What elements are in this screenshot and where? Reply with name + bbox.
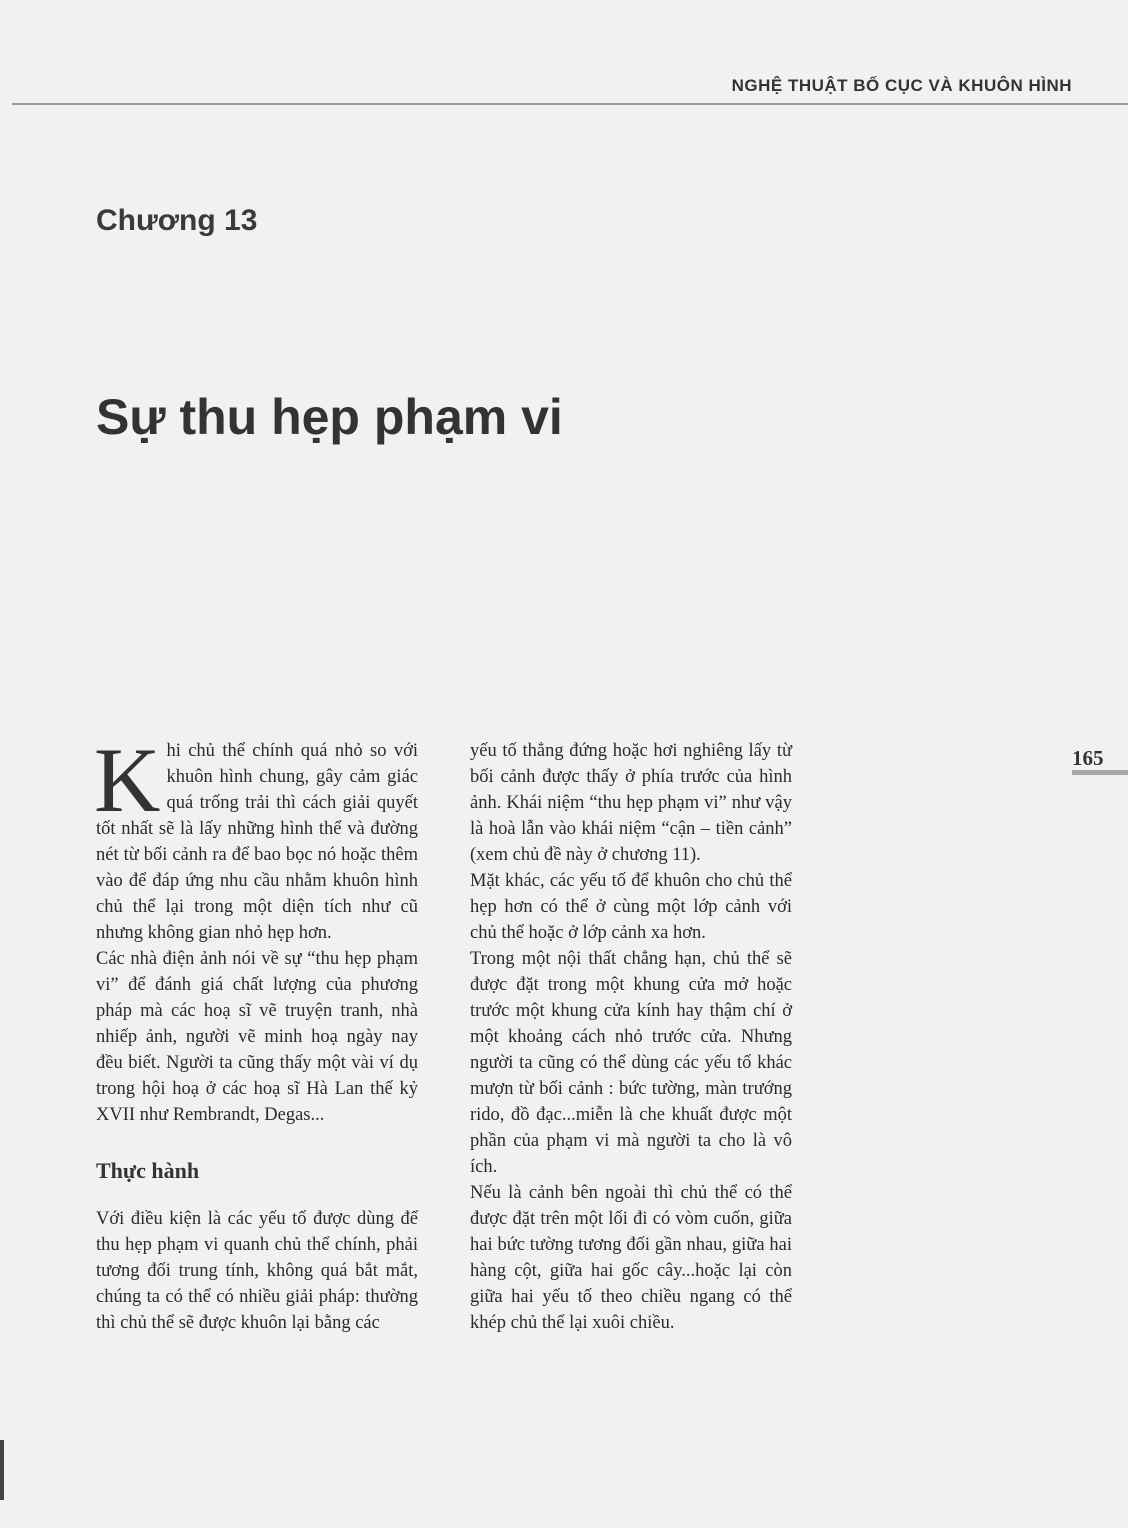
right-column — [470, 738, 792, 1336]
chapter-title: Sự thu hẹp phạm vi — [96, 389, 563, 445]
section-heading-practice: Thực hành — [96, 1158, 200, 1183]
page-number-bar — [1072, 770, 1128, 775]
paragraph-other-side: Mặt khác, các yếu tố để khuôn cho chủ thể hẹp hơn có thể ở cùng một lớp cảnh với chủ thể hoặc ở lớp cảnh xa hơn. — [470, 871, 792, 943]
header-rule — [12, 103, 1128, 105]
intro-paragraph-text: hi chủ thể chính quá nhỏ so với khuôn hình chung, gây cảm giác quá trống trải thì cách giải quyết tốt nhất sẽ là lấy những hình thể và đường nét từ bối cảnh ra để bao bọc nó hoặc thêm vào để đáp ứng nhu cầu nhằm khuôn hình chủ thể lại trong một diện tích như cũ nhưng không gian nhỏ hẹp hơn. — [96, 741, 418, 943]
paragraph-interior: Trong một nội thất chẳng hạn, chủ thể sẽ được đặt trong một khung cửa mở hoặc trước một khung cửa kính hay thậm chí ở một khoảng cách nhỏ trước cửa. Nhưng người ta cũng có thể dùng các yếu tố khác mượn từ bối cảnh : bức tường, màn trướng rido, đồ đạc...miễn là che khuất được một phần của phạm vi mà người ta cho là vô ích. — [470, 949, 792, 1177]
page-number: 165 — [1072, 746, 1104, 770]
paragraph-practice: Với điều kiện là các yếu tố được dùng để thu hẹp phạm vi quanh chủ thể chính, phải tương đối trung tính, không quá bắt mắt, chúng ta có thể có nhiều giải pháp: thường thì chủ thể sẽ được khuôn lại bằng các — [96, 1209, 418, 1333]
paragraph-exterior: Nếu là cảnh bên ngoài thì chủ thể có thể được đặt trên một lối đi có vòm cuốn, giữa hai bức tường tương đối gần nhau, giữa hai hàng cột, giữa hai gốc cây...hoặc lại còn giữa hai yếu tố theo chiều ngang có thể khép chủ thể lại xuôi chiều. — [470, 1183, 792, 1333]
page-edge-mark — [0, 1440, 4, 1500]
paragraph-vertical-elements: yếu tố thẳng đứng hoặc hơi nghiêng lấy từ bối cảnh được thấy ở phía trước của hình ảnh. Khái niệm “thu hẹp phạm vi” như vậy là hoà lẫn vào khái niệm “cận – tiền cảnh” (xem chủ đề này ở chương 11). — [470, 741, 792, 865]
left-column — [94, 729, 418, 1336]
chapter-label: Chương 13 — [96, 204, 258, 237]
intro-paragraph — [94, 729, 418, 946]
running-header: NGHỆ THUẬT BỐ CỤC VÀ KHUÔN HÌNH — [731, 76, 1072, 95]
paragraph-film-makers: Các nhà điện ảnh nói về sự “thu hẹp phạm vi” để đánh giá chất lượng của phương pháp mà các hoạ sĩ vẽ truyện tranh, nhà nhiếp ảnh, người vẽ minh hoạ ngày nay đều biết. Người ta cũng thấy một vài ví dụ trong hội hoạ ở các hoạ sĩ Hà Lan thế kỷ XVII như Rembrandt, Degas... — [96, 949, 418, 1125]
drop-cap: K — [94, 729, 161, 831]
